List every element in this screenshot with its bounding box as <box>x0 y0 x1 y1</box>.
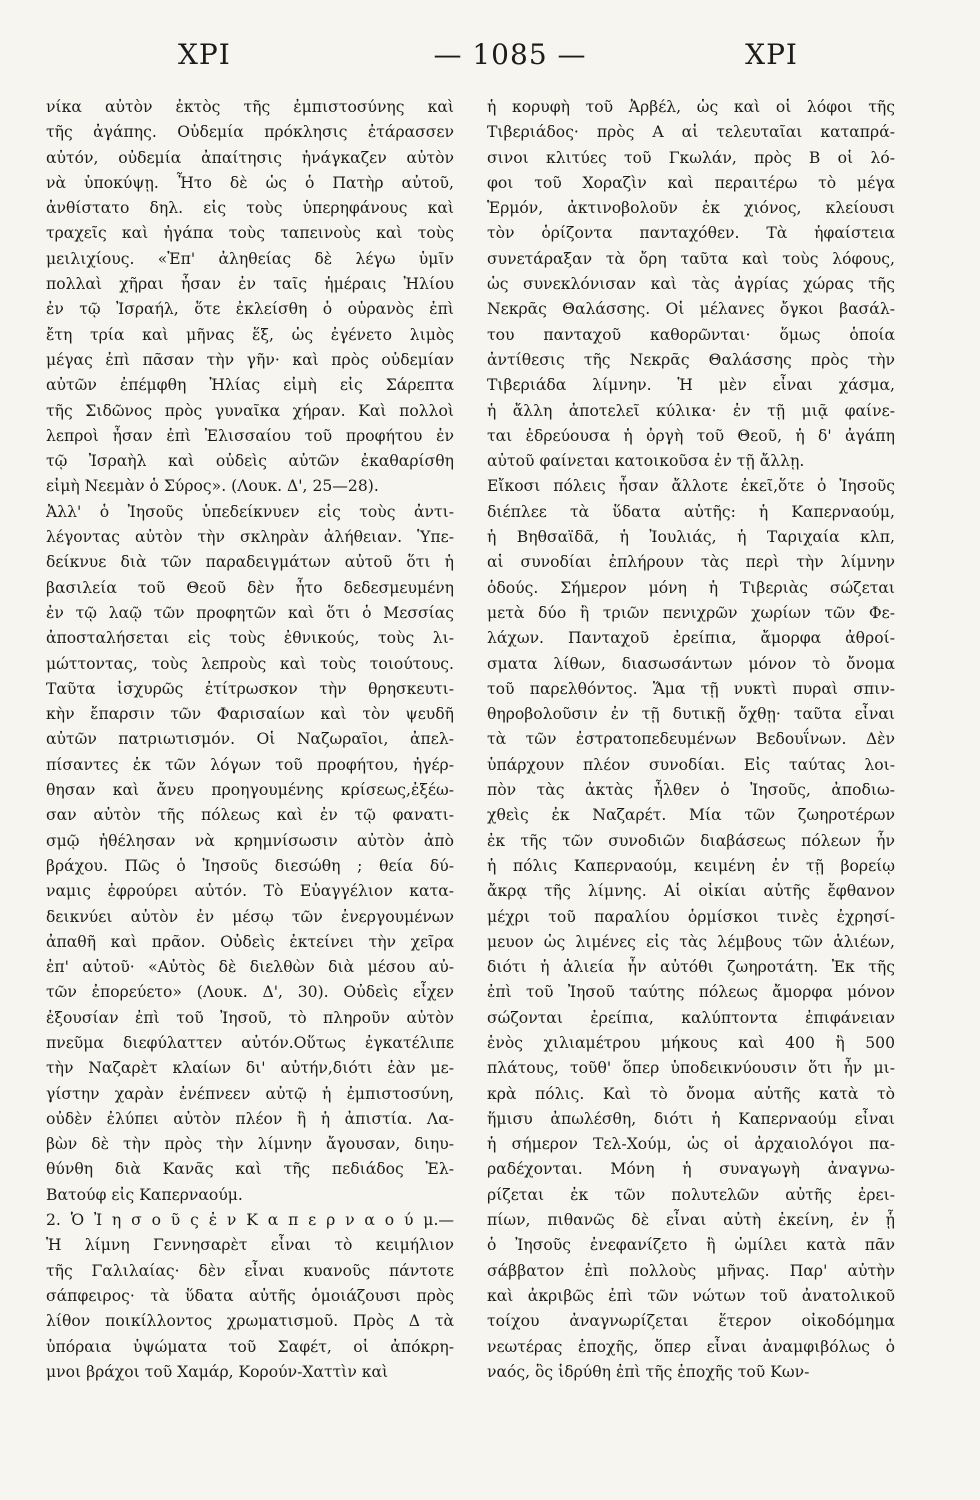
text-line: ἔτη τρία καὶ μῆνας ἕξ, ὡς ἐγένετο λιμὸς <box>46 325 454 344</box>
right-text-column <box>487 95 895 1385</box>
text-line: τὸν ὁρίζοντα πανταχόθεν. Τὰ ἡφαίστεια <box>487 224 895 243</box>
text-line: σινοι κλιτύες τοῦ Γκωλάν, πρὸς Β οἱ λό- <box>487 148 895 167</box>
text-line: τραχεῖς καὶ ἠγάπα τοὺς ταπεινοὺς καὶ τοὺς <box>46 224 454 243</box>
text-line: τῆς ἀγάπης. Οὐδεμία πρόκλησις ἐτάρασσεν <box>46 123 454 142</box>
text-line: λάχων. Πανταχοῦ ἐρείπια, ἄμορφα ἀθροί- <box>487 629 895 648</box>
text-line: ἑνὸς χιλιαμέτρου μήκους καὶ 400 ἢ 500 <box>487 1033 895 1052</box>
page-header <box>60 38 920 78</box>
text-line: Νεκρᾶς Θαλάσσης. Οἱ μέλανες ὄγκοι βασάλ- <box>487 300 895 319</box>
text-line: μευον ὡς λιμένες εἰς τὰς λέμβους τῶν ἁλιέων, <box>487 932 895 951</box>
text-line: ἐκ τῆς τῶν συνοδιῶν διαβάσεως πόλεων ἦν <box>487 831 895 850</box>
text-line: τὰ τῶν ἐστρατοπεδευμένων Βεδουΐνων. Δὲν <box>487 730 895 749</box>
text-line: ρίζεται ἐκ τῶν πολυτελῶν αὐτῆς ἐρει- <box>487 1185 895 1204</box>
text-line: τὴν Ναζαρὲτ κλαίων δι' αὐτήν,διότι ἐὰν με- <box>46 1059 454 1078</box>
text-line: ἡ Βηθσαϊδᾶ, ἡ Ἰουλιάς, ἡ Ταριχαία κλπ, <box>487 528 895 547</box>
text-line: μνοι βράχοι τοῦ Χαμάρ, Κορούν-Χαττὶν καὶ <box>46 1362 389 1381</box>
text-line: πίων, πιθανῶς δὲ εἶναι αὐτὴ ἐκείνη, ἐν ᾗ <box>487 1211 895 1230</box>
text-line: Ταῦτα ἰσχυρῶς ἐτίτρωσκον τὴν θρησκευτι- <box>46 679 454 698</box>
text-line: θύνθη διὰ Κανᾶς καὶ τῆς πεδιάδος Ἐλ- <box>46 1160 454 1179</box>
text-line: δεικνύει αὐτὸν ἐν μέσῳ τῶν ἐνεργουμένων <box>46 907 454 926</box>
text-line: ἥμισυ ἀπωλέσθη, διότι ἡ Καπερναούμ εἶναι <box>487 1109 895 1128</box>
text-line: τῶν ἐπορεύετο» (Λουκ. Δ', 30). Οὐδεὶς εἶχεν <box>46 983 454 1002</box>
text-line: λίθον ποικίλλοντος χρωματισμοῦ. Πρὸς Δ τὰ <box>46 1312 454 1331</box>
text-line: πίσαντες ἐκ τῶν λόγων τοῦ προφήτου, ἠγέρ- <box>46 755 454 774</box>
text-line: μειλιχίους. «Ἐπ' ἀληθείας δὲ λέγω ὑμῖν <box>46 249 454 268</box>
text-line: αἱ συνοδίαι ἐπλήρουν τὰς περὶ τὴν λίμνην <box>487 553 895 572</box>
text-line: διότι ἡ ἁλιεία ἦν αὐτόθι ζωηροτάτη. Ἐκ τῆς <box>487 958 895 977</box>
text-line: ναμις ἐφρούρει αὐτόν. Τὸ Εὐαγγέλιον κατα- <box>46 882 454 901</box>
text-line: του πανταχοῦ καθορῶνται· ὅμως ὁποία <box>487 325 895 344</box>
text-line: κὴν ἔπαρσιν τῶν Φαρισαίων καὶ τὸν ψευδῆ <box>46 705 454 724</box>
text-line: τῆς Γαλιλαίας· δὲν εἶναι κυανοῦς πάντοτε <box>46 1261 454 1280</box>
text-line: αὐτόν, οὐδεμία ἀπαίτησις ἠνάγκαζεν αὐτὸν <box>46 148 454 167</box>
page-number: — 1085 — <box>433 38 587 71</box>
text-line: ἐπὶ τοῦ Ἰησοῦ ταύτης πόλεως ἄμορφα μόνον <box>487 983 895 1002</box>
text-line: ὁδούς. Σήμερον μόνη ἡ Τιβεριὰς σώζεται <box>487 578 895 597</box>
text-line: πολλαὶ χῆραι ἦσαν ἐν ταῖς ἡμέραις Ἠλίου <box>46 275 454 294</box>
text-line: Τιβεριάδος· πρὸς Α αἱ τελευταῖαι καταπρά- <box>487 123 895 142</box>
text-line: ἡ πόλις Καπερναούμ, κειμένη ἐν τῇ βορείῳ <box>487 856 895 875</box>
text-line: σάπφειρος· τὰ ὕδατα αὐτῆς ὁμοιάζουσι πρὸς <box>46 1286 454 1305</box>
text-line: λεπροὶ ἦσαν ἐπὶ Ἐλισσαίου τοῦ προφήτου ἐν <box>46 426 454 445</box>
text-line: πνεῦμα διεφύλαττεν αὐτόν.Οὕτως ἐγκατέλιπε <box>46 1033 454 1052</box>
text-line: ἀντίθεσις τῆς Νεκρᾶς Θαλάσσης πρὸς τὴν <box>487 350 895 369</box>
text-line: ραδέχονται. Μόνη ἡ συναγωγὴ ἀναγνω- <box>487 1160 895 1179</box>
text-line: νίκα αὐτὸν ἐκτὸς τῆς ἐμπιστοσύνης καὶ <box>46 98 454 116</box>
text-line: τοίχου ἀναγνωρίζεται ἕτερον οἰκοδόμημα <box>487 1312 895 1331</box>
text-line: αὐτοῦ φαίνεται κατοικοῦσα ἐν τῇ ἄλλῃ. <box>487 452 805 471</box>
text-line: βράχου. Πῶς ὁ Ἰησοῦς διεσώθη ; θεία δύ- <box>46 856 454 875</box>
running-head-left: ΧΡΙ <box>178 38 231 71</box>
text-line: γίστην χαρὰν ἐνέπνεεν αὐτῷ ἡ ἐμπιστοσύνη, <box>46 1084 454 1103</box>
text-line: 2. Ὁ Ἰ η σ ο ῦ ς ἐ ν Κ α π ε ρ ν α ο ύ μ.— <box>46 1211 454 1230</box>
text-line: διέπλεε τὰ ὕδατα αὐτῆς: ἡ Καπερναούμ, <box>487 502 895 521</box>
text-line: θησαν καὶ ἄνευ προηγουμένης κρίσεως,ἐξέω- <box>46 781 454 800</box>
text-line: ἡ κορυφὴ τοῦ Ἀρβέλ, ὡς καὶ οἱ λόφοι τῆς <box>487 98 895 116</box>
text-line: βὼν δὲ τὴν πρὸς τὴν λίμνην ἄγουσαν, διηυ- <box>46 1135 454 1154</box>
text-line: ἀνθίστατο δηλ. εἰς τοὺς ὑπερηφάνους καὶ <box>46 199 454 218</box>
text-line: ὡς συνεκλόνισαν καὶ τὰς ἀγρίας χώρας τῆς <box>487 275 895 294</box>
left-text-column <box>46 95 454 1385</box>
text-line: σάββατον ἐπὶ πολλοὺς μῆνας. Παρ' αὐτὴν <box>487 1261 895 1280</box>
text-line: μώττοντας, τοὺς λεπροὺς καὶ τοὺς τοιούτους. <box>46 654 454 673</box>
text-line: ἐξουσίαν ἐπὶ τοῦ Ἰησοῦ, τὸ πληροῦν αὐτὸν <box>46 1008 454 1027</box>
text-line: Τιβεριάδα λίμνην. Ἡ μὲν εἶναι χάσμα, <box>487 376 895 395</box>
text-line: ἡ ἄλλη ἀποτελεῖ κύλικα· ἐν τῇ μιᾷ φαίνε- <box>487 401 895 420</box>
text-line: χθεὶς ἐκ Ναζαρέτ. Μία τῶν ζωηροτέρων <box>487 806 895 825</box>
text-line: Ἀλλ' ὁ Ἰησοῦς ὑπεδείκνυεν εἰς τοὺς ἀντι- <box>46 502 454 521</box>
text-line: καὶ ἀκριβῶς ἐπὶ τῶν νώτων τοῦ ἀνατολικοῦ <box>487 1286 895 1305</box>
text-line: ὑπάρχουν πλέον συνοδίαι. Εἰς ταύτας λοι- <box>487 755 895 774</box>
text-line: ἀποσταλήσεται εἰς τοὺς ἐθνικούς, τοὺς λι- <box>46 629 454 648</box>
text-line: λέγοντας αὐτὸν τὴν σκληρὰν ἀλήθειαν. Ὑπε- <box>46 528 454 547</box>
text-line: κρὰ πόλις. Καὶ τὸ ὄνομα αὐτῆς κατὰ τὸ <box>487 1084 895 1103</box>
text-line: αὐτῶν πατριωτισμόν. Οἱ Ναζωραῖοι, ἀπελ- <box>46 730 454 749</box>
text-line: ἄκρᾳ τῆς λίμνης. Αἱ οἰκίαι αὐτῆς ἔφθανον <box>487 882 895 901</box>
text-line: βασιλεία τοῦ Θεοῦ δὲν ἦτο δεδεσμευμένη <box>46 578 454 597</box>
text-line: Ἑρμόν, ἀκτινοβολοῦν ἐκ χιόνος, κλείουσι <box>487 199 895 218</box>
text-line: οὐδὲν ἐλύπει αὐτὸν πλέον ἢ ἡ ἀπιστία. Λα- <box>46 1109 454 1128</box>
text-line: μέχρι τοῦ παραλίου ὁρμίσκοι τινὲς ἐχρησί- <box>487 907 895 926</box>
text-line: ἐν τῷ Ἰσραήλ, ὅτε ἐκλείσθη ὁ οὐρανὸς ἐπὶ <box>46 300 454 319</box>
text-line: εἰμὴ Νεεμὰν ὁ Σύρος». (Λουκ. Δ', 25—28). <box>46 477 379 496</box>
text-line: ὁ Ἰησοῦς ἐνεφανίζετο ἢ ὡμίλει κατὰ πᾶν <box>487 1236 895 1255</box>
running-head-right: ΧΡΙ <box>745 38 798 71</box>
text-line: δείκνυε διὰ τῶν παραδειγμάτων αὐτοῦ ὅτι ἡ <box>46 553 454 572</box>
text-line: σματα λίθων, διασωσάντων μόνον τὸ ὄνομα <box>487 654 895 673</box>
text-line: ἀπαθῆ καὶ πρᾶον. Οὐδεὶς ἐκτείνει τὴν χεῖρα <box>46 932 454 951</box>
text-line: ἐν τῷ λαῷ τῶν προφητῶν καὶ ὅτι ὁ Μεσσίας <box>46 603 454 622</box>
text-line: τῆς Σιδῶνος πρὸς γυναῖκα χήραν. Καὶ πολλοὶ <box>46 401 454 420</box>
text-line: αὐτῶν ἐπέμφθη Ἠλίας εἰμὴ εἰς Σάρεπτα <box>46 376 454 395</box>
text-line: μέγας ἐπὶ πᾶσαν τὴν γῆν· καὶ πρὸς οὐδεμίαν <box>46 350 454 369</box>
text-line: θηροβολοῦσιν ἐν τῇ δυτικῇ ὄχθῃ· ταῦτα εἶναι <box>487 705 895 724</box>
text-line: ται ἑδρεύουσα ἡ ὀργὴ τοῦ Θεοῦ, ἡ δ' ἀγάπη <box>487 426 895 445</box>
text-line: φοι τοῦ Χοραζὶν καὶ περαιτέρω τὸ μέγα <box>487 173 895 192</box>
text-line: ἐπ' αὐτοῦ· «Αὐτὸς δὲ διελθὼν διὰ μέσου αὐ- <box>46 958 454 977</box>
text-line: σμῷ ἠθέλησαν νὰ κρημνίσωσιν αὐτὸν ἀπὸ <box>46 831 454 850</box>
text-line: τοῦ παρελθόντος. Ἅμα τῇ νυκτὶ πυραὶ σπιν- <box>487 679 895 698</box>
text-line: ἡ σήμερον Τελ-Χούμ, ὡς οἱ ἀρχαιολόγοι πα- <box>487 1135 895 1154</box>
text-line: νὰ ὑποκύψῃ. Ἦτο δὲ ὡς ὁ Πατὴρ αὐτοῦ, <box>46 173 454 192</box>
text-line: ὑπόραια ὑψώματα τοῦ Σαφέτ, οἱ ἀπόκρη- <box>46 1337 454 1356</box>
text-line: πὸν τὰς ἀκτὰς ἦλθεν ὁ Ἰησοῦς, ἀποδιω- <box>487 781 895 800</box>
text-line: μετὰ δύο ἢ τριῶν πενιχρῶν χωρίων τῶν Φε- <box>487 603 895 622</box>
text-line: νεωτέρας ἐποχῆς, ὅπερ εἶναι ἀναμφιβόλως ὁ <box>487 1337 895 1356</box>
text-line: Εἴκοσι πόλεις ἦσαν ἄλλοτε ἐκεῖ,ὅτε ὁ Ἰησοῦς <box>487 477 895 496</box>
text-line: συνετάραξαν τὰ ὄρη ταῦτα καὶ τοὺς λόφους, <box>487 249 895 268</box>
text-line: ναός, ὃς ἱδρύθη ἐπὶ τῆς ἐποχῆς τοῦ Κων- <box>487 1362 810 1381</box>
text-line: τῷ Ἰσραὴλ καὶ οὐδεὶς αὐτῶν ἐκαθαρίσθη <box>46 452 454 471</box>
text-line: σώζονται ἐρείπια, καλύπτοντα ἐπιφάνειαν <box>487 1008 895 1027</box>
text-line: πλάτους, τοῦθ' ὅπερ ὑποδεικνύουσιν ὅτι ἦν μι- <box>487 1059 895 1078</box>
text-line: Ἡ λίμνη Γεννησαρὲτ εἶναι τὸ κειμήλιον <box>46 1236 454 1255</box>
text-line: Βατούφ εἰς Καπερναούμ. <box>46 1185 243 1204</box>
text-line: σαν αὐτὸν τῆς πόλεως καὶ ἐν τῷ φανατι- <box>46 806 454 825</box>
